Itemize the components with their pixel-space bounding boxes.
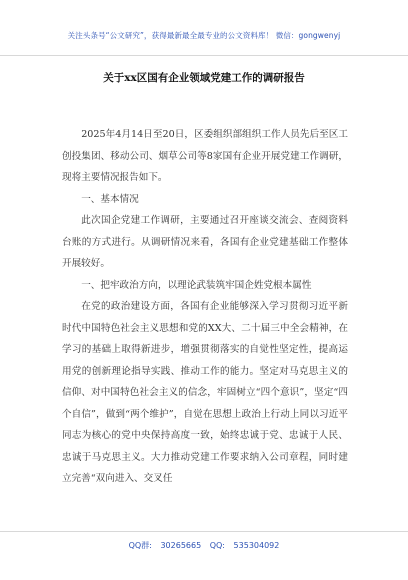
- section-heading-basic-situation: 一、基本情况: [81, 193, 139, 205]
- promo-header: [0, 0, 408, 56]
- contact-footer: [0, 531, 408, 580]
- document-body: [62, 124, 348, 490]
- summary-paragraph: 此次国企党建工作调研，主要通过召开座谈交流会、查阅资料台账的方式进行。从调研情况来看，各国有企业党建基础工作整体开展较好。: [62, 215, 348, 269]
- subsection-heading-political-direction: 一、把牢政治方向，以理论武装筑牢国企姓党根本属性: [81, 279, 312, 291]
- intro-paragraph: 2025年4月14日至20日，区委组织部组织工作人员先后至区工创投集团、移动公司、烟草公司等8家国有企业开展党建工作调研，现将主要情况报告如下。: [62, 129, 348, 183]
- political-building-paragraph: 在党的政治建设方面，各国有企业能够深入学习贯彻习近平新时代中国特色社会主义思想和党的XX大、二十届三中全会精神，在学习的基础上取得新进步，增强贯彻落实的自觉性坚定性，提高运用党的创新理论指导实践、推动工作的能力。坚定对马克思主义的信仰、对中国特色社会主义的信念，牢固树立“四个意识”，坚定“四个自信”，做到“两个维护”，自觉在思想上政治上行动上同以习近平同志为核心的党中央保持高度一致，始终忠诚于党、忠诚于人民、忠诚于马克思主义。大力推动党建工作要求纳入公司章程，同时建立完善“双向进入、交叉任: [62, 301, 348, 484]
- document-title: 关于xx区国有企业领域党建工作的调研报告: [103, 72, 305, 84]
- promo-header-text: 关注头条号“公文研究”，获得最新最全最专业的公文资料库！ 微信：gongwenyj: [67, 31, 341, 40]
- contact-footer-text: QQ群: 30265665 QQ: 535304092: [128, 541, 280, 550]
